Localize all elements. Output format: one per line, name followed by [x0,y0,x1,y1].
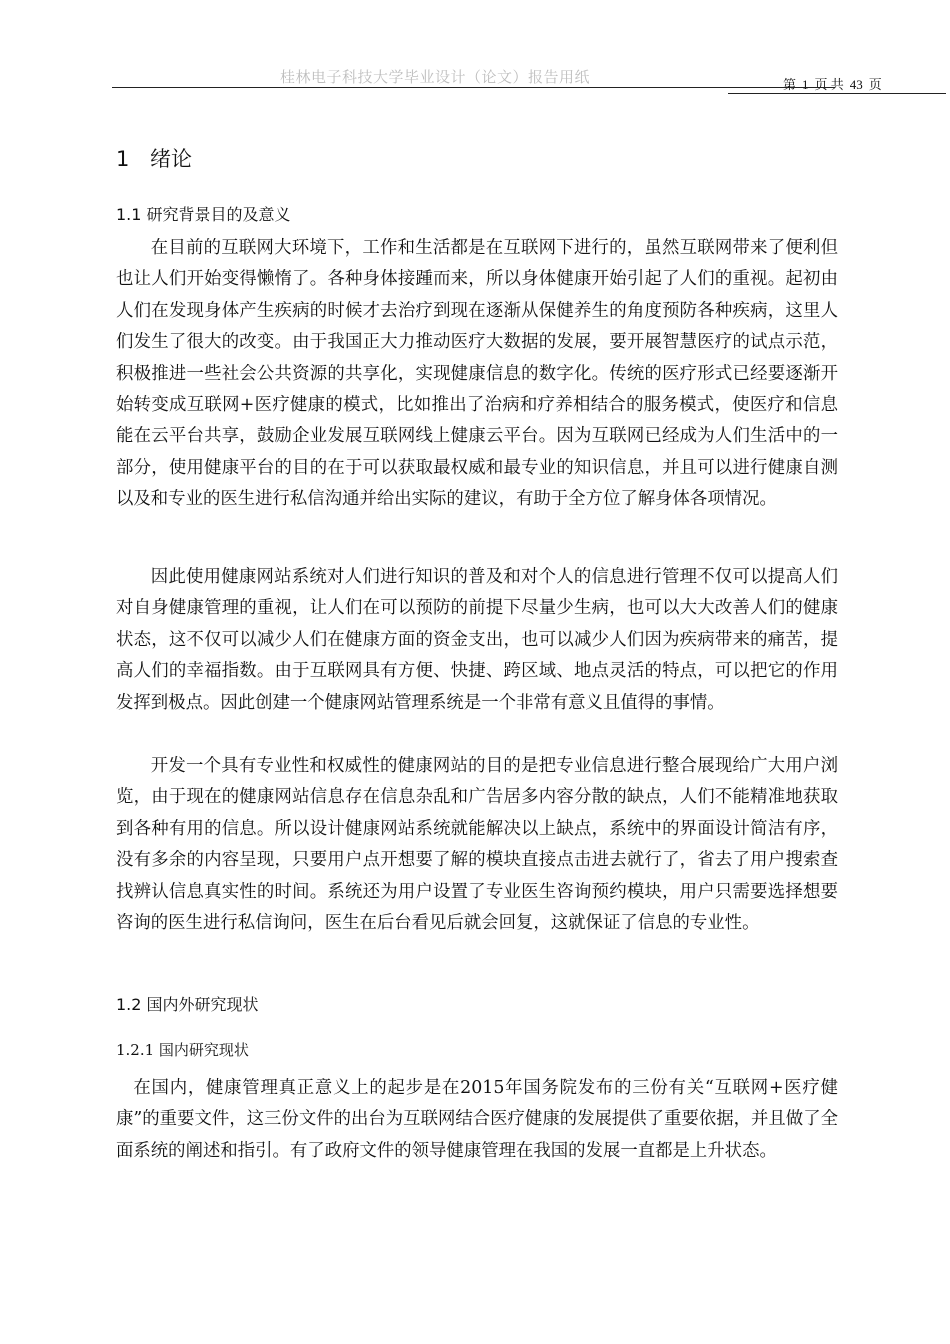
header-school-title: 桂林电子科技大学毕业设计（论文）报告用纸 [280,68,591,86]
body-paragraph-1: 在目前的互联网大环境下，工作和生活都是在互联网下进行的，虽然互联网带来了便利但也让人们开始变得懒惰了。各种身体接踵而来，所以身体健康开始引起了人们的重视。起初由人们在发现身体产生疾病的时候才去治疗到现在逐渐从保健养生的角度预防各种疾病，这里人们发生了很大的改变。由于我国正大力推动医疗大数据的发展，要开展智慧医疗的试点示范，积极推进一些社会公共资源的共享化，实现健康信息的数字化。传统的医疗形式已经要逐渐开始转变成互联网+医疗健康的模式，比如推出了治病和疗养相结合的服务模式，使医疗和信息能在云平台共享，鼓励企业发展互联网线上健康云平台。因为互联网已经成为人们生活中的一部分，使用健康平台的目的在于可以获取最权威和最专业的知识信息，并且可以进行健康自测以及和专业的医生进行私信沟通并给出实际的建议，有助于全方位了解身体各项情况。 [116,238,838,510]
body-paragraph-3: 开发一个具有专业性和权威性的健康网站的目的是把专业信息进行整合展现给广大用户浏览，由于现在的健康网站信息存在信息杂乱和广告居多内容分散的缺点，人们不能精准地获取到各种有用的信息。所以设计健康网站系统就能解决以上缺点，系统中的界面设计简洁有序，没有多余的内容呈现，只要用户点开想要了解的模块直接点击进去就行了，省去了用户搜索查找辨认信息真实性的时间。系统还为用户设置了专业医生咨询预约模块，用户只需要选择想要咨询的医生进行私信询问，医生在后台看见后就会回复，这就保证了信息的专业性。 [116,756,838,934]
page-prefix: 第 [783,77,797,92]
chapter-number: 1 [116,147,130,171]
page-total: 43 [849,77,863,92]
chapter-title [116,143,192,173]
chapter-title-text: 绪论 [150,147,192,171]
header-rule-secondary [728,93,946,94]
body-paragraph-4: 在国内，健康管理真正意义上的起步是在2015年国务院发布的三份有关“互联网+医疗健康”的重要文件，这三份文件的出台为互联网结合医疗健康的发展提供了重要依据，并且做了全面系统的阐述和指引。有了政府文件的领导健康管理在我国的发展一直都是上升状态。 [116,1078,838,1161]
page-current: 1 [802,77,809,92]
page-suffix: 页 [868,77,882,92]
page-mid: 页 共 [814,77,844,92]
body-paragraph-2: 因此使用健康网站系统对人们进行知识的普及和对个人的信息进行管理不仅可以提高人们对自身健康管理的重视，让人们在可以预防的前提下尽量少生病，也可以大大改善人们的健康状态，这不仅可以减少人们在健康方面的资金支出，也可以减少人们因为疾病带来的痛苦，提高人们的幸福指数。由于互联网具有方便、快捷、跨区域、地点灵活的特点，可以把它的作用发挥到极点。因此创建一个健康网站管理系统是一个非常有意义且值得的事情。 [116,567,838,713]
header-rule [112,87,835,88]
header-page-number [783,74,882,93]
section-heading-1-1: 1.1 研究背景目的及意义 [116,205,291,224]
subsection-heading-1-2-1: 1.2.1 国内研究现状 [116,1041,249,1059]
section-heading-1-2: 1.2 国内外研究现状 [116,995,259,1014]
